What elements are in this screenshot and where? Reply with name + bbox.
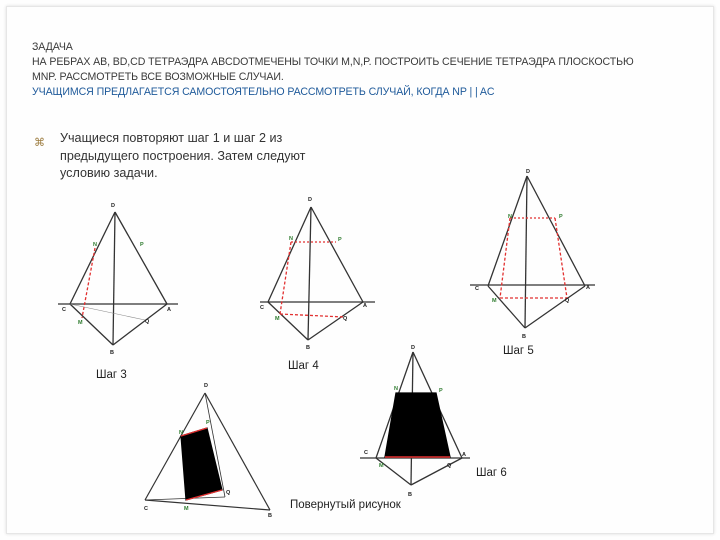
point-label-n: N	[508, 214, 512, 220]
point-label-p: P	[559, 214, 563, 220]
point-label-d: D	[111, 203, 115, 209]
point-label-p: P	[206, 420, 210, 426]
point-label-c: C	[62, 307, 66, 313]
point-label-p: P	[439, 388, 443, 394]
point-label-d: D	[204, 383, 208, 389]
point-label-m: M	[184, 506, 189, 512]
diagram-step4	[260, 197, 375, 351]
point-label-q: Q	[447, 463, 452, 469]
point-label-b: B	[110, 350, 114, 356]
point-label-n: N	[179, 430, 183, 436]
point-label-n: N	[289, 236, 293, 242]
point-label-p: P	[140, 242, 144, 248]
point-label-b: B	[268, 513, 272, 519]
diagram-rotated	[144, 383, 272, 519]
point-label-c: C	[260, 305, 264, 311]
caption-step6: Шаг 6	[476, 467, 507, 479]
task-statement: НА РЕБРАХ АВ, ВD,CD ТЕТРАЭДРА ABCDОТМЕЧЕНЫ ТОЧКИ M,N,P. ПОСТРОИТЬ СЕЧЕНИЕ ТЕТРАЭДРА ПЛОСКОСТЬЮ	[32, 56, 634, 68]
point-label-p: P	[338, 237, 342, 243]
point-label-b: B	[408, 492, 412, 498]
point-label-n: N	[394, 386, 398, 392]
diagram-step5	[470, 169, 595, 340]
caption-rotated: Повернутый рисунок	[290, 499, 401, 511]
point-label-q: Q	[565, 298, 570, 304]
point-label-m: M	[492, 298, 497, 304]
task-note: УЧАЩИМСЯ ПРЕДЛАГАЕТСЯ САМОСТОЯТЕЛЬНО РАССМОТРЕТЬ СЛУЧАЙ, КОГДА NP | | AC	[32, 86, 495, 98]
diagram-step6	[360, 345, 470, 498]
point-label-m: M	[379, 463, 384, 469]
point-label-m: M	[78, 320, 83, 326]
point-label-b: B	[306, 345, 310, 351]
point-label-a: A	[462, 452, 466, 458]
instruction-line: Учащиеся повторяют шаг 1 и шаг 2 из	[60, 131, 283, 145]
point-label-d: D	[308, 197, 312, 203]
point-label-n: N	[93, 242, 97, 248]
point-label-d: D	[526, 169, 530, 175]
point-label-a: A	[363, 303, 367, 309]
point-label-c: C	[364, 450, 368, 456]
bullet-icon: ⌘	[34, 137, 45, 149]
diagram-step3	[58, 203, 178, 356]
point-label-m: M	[275, 316, 280, 322]
section-polygon	[181, 428, 222, 500]
point-label-q: Q	[226, 490, 231, 496]
section-polygon	[385, 393, 450, 457]
task-statement-cont: MNP. РАССМОТРЕТЬ ВСЕ ВОЗМОЖНЫЕ СЛУЧАИ.	[32, 71, 284, 83]
point-label-a: A	[167, 307, 171, 313]
point-label-c: C	[144, 506, 148, 512]
point-label-d: D	[411, 345, 415, 351]
point-label-c: C	[475, 286, 479, 292]
instruction-line: предыдущего построения. Затем следуют	[60, 148, 306, 163]
point-label-b: B	[522, 334, 526, 340]
point-label-q: Q	[343, 316, 348, 322]
point-label-q: Q	[145, 319, 150, 325]
task-title: ЗАДАЧА	[32, 41, 73, 53]
instruction-line: условию задачи.	[60, 166, 158, 180]
caption-step5: Шаг 5	[503, 345, 534, 357]
caption-step4: Шаг 4	[288, 360, 319, 372]
caption-step3: Шаг 3	[96, 369, 127, 381]
point-label-a: A	[586, 285, 590, 291]
